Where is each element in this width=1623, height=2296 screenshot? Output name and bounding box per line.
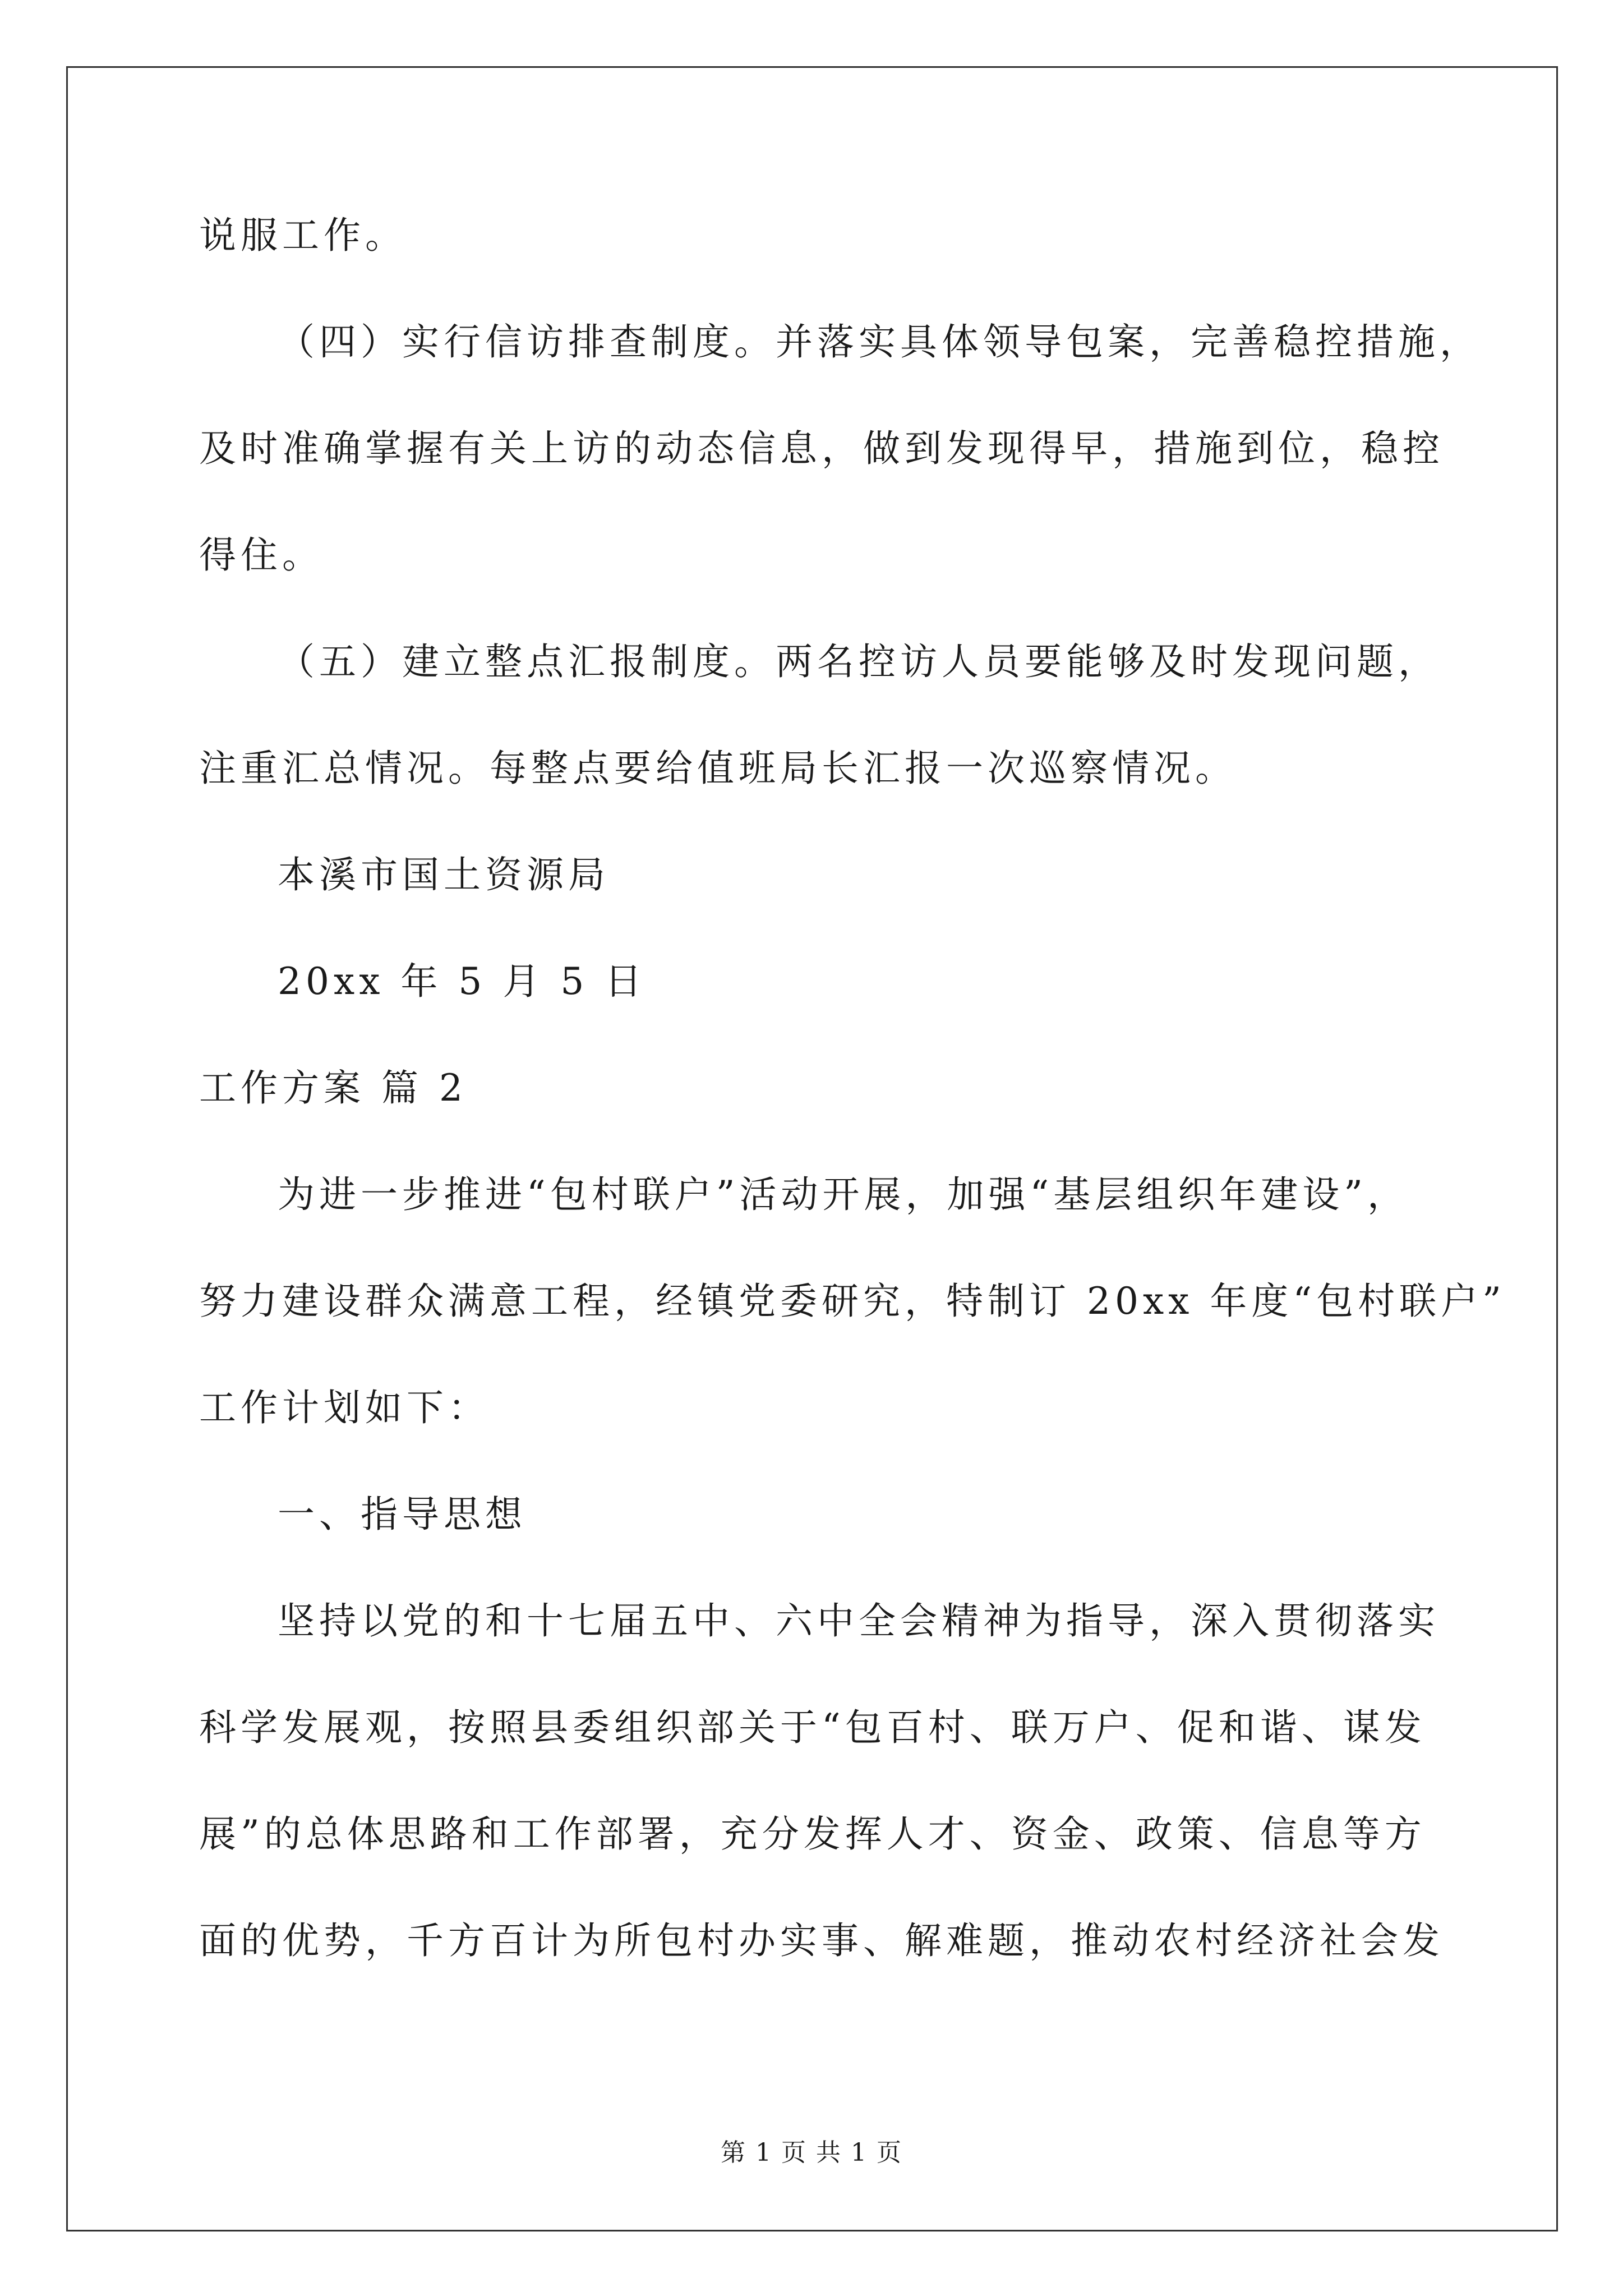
signature-date [199,954,1433,1010]
signature-organization [199,847,1433,903]
paragraph-guiding-thought [199,1593,1444,1969]
text-line: 本溪市国土资源局 [278,853,610,896]
text-line: 面的优势，千方百计为所包村办实事、解难题，推动农村经济社会发 [199,1919,1444,1962]
text-line: 得住。 [199,533,324,577]
paragraph-item-four [199,314,1481,583]
text-line: （五）建立整点汇报制度。两名控访人员要能够及时发现问题， [278,640,1440,683]
text-line: 注重汇总情况。每整点要给值班局长汇报一次巡察情况。 [199,747,1237,790]
subsection-heading [199,1487,1433,1543]
text-line: 工作方案 篇 2 [199,1066,467,1110]
paragraph-item-five [199,634,1440,797]
page-number-footer: 第 1 页 共 1 页 [721,2138,902,2167]
text-line: 展”的总体思路和工作部署，充分发挥人才、资金、政策、信息等方 [199,1812,1426,1856]
text-line: 科学发展观，按照县委组织部关于“包百村、联万户、促和谐、谋发 [199,1706,1426,1749]
text-line: 工作计划如下： [199,1386,490,1429]
paragraph-intro [199,1167,1506,1436]
section-heading [199,1060,1433,1116]
text-line: 20xx 年 5 月 5 日 [278,960,647,1003]
document-body [199,208,1506,1969]
text-line: 及时准确掌握有关上访的动态信息，做到发现得早，措施到位，稳控 [199,427,1444,470]
text-line: 坚持以党的和十七届五中、六中全会精神为指导，深入贯彻落实 [278,1599,1440,1642]
text-line: 努力建设群众满意工程，经镇党委研究，特制订 20xx 年度“包村联户” [199,1280,1506,1323]
text-line: 说服工作。 [199,214,407,257]
paragraph-continuation [199,208,1433,264]
text-line: 为进一步推进“包村联户”活动开展，加强“基层组织年建设”， [278,1173,1409,1216]
text-line: （四）实行信访排查制度。并落实具体领导包案，完善稳控措施， [278,320,1481,364]
text-line: 一、指导思想 [278,1493,527,1536]
